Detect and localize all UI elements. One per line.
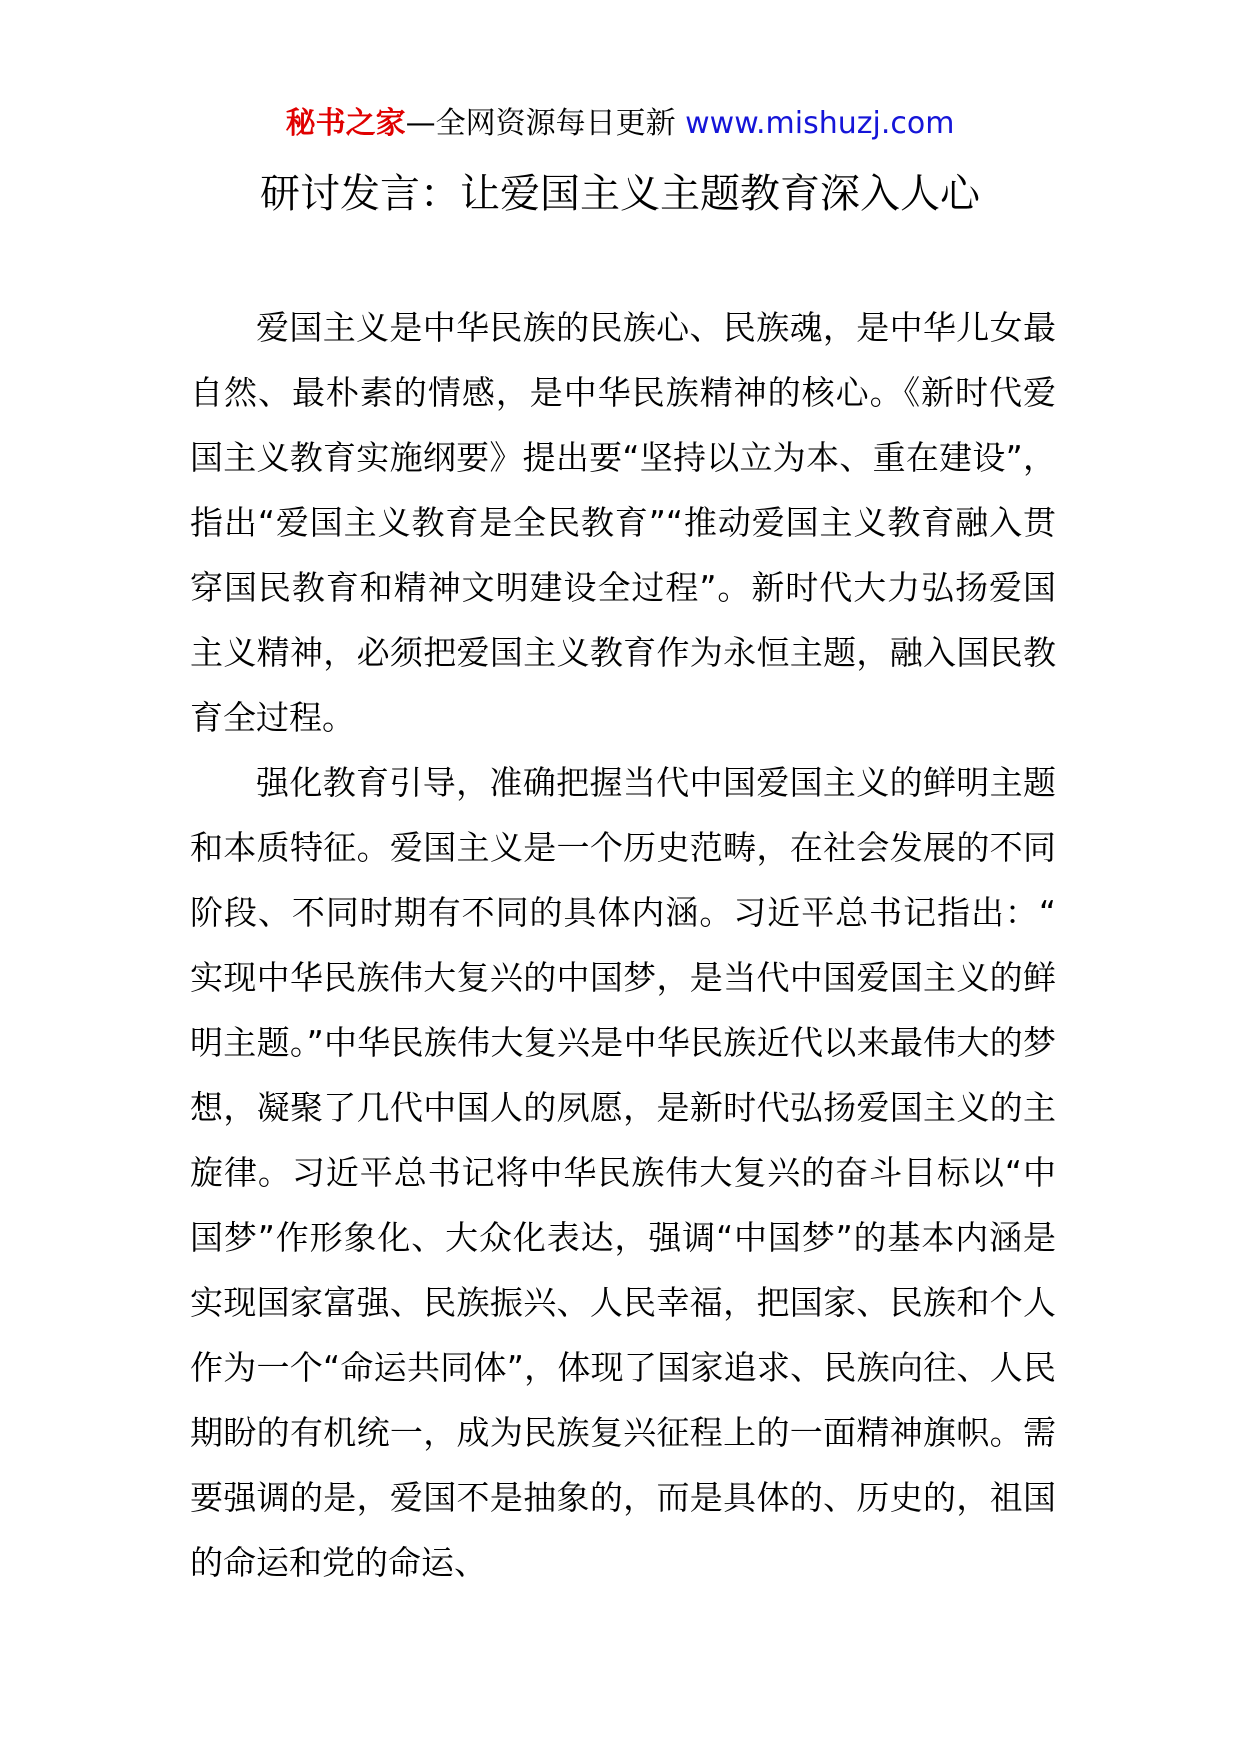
paragraph: 爱国主义是中华民族的民族心、民族魂，是中华儿女最自然、最朴素的情感，是中华民族精神的核心。《新时代爱国主义教育实施纲要》提出要“坚持以立为本、重在建设”，指出“爱国主义教育是全民教育”“推动爱国主义教育融入贯穿国民教育和精神文明建设全过程”。新时代大力弘扬爱国主义精神，必须把爱国主义教育作为永恒主题，融入国民教育全过程。: [190, 308, 1056, 737]
document-title: 研讨发言：让爱国主义主题教育深入人心: [260, 171, 980, 217]
site-url-link[interactable]: www.mishuzj.com: [685, 106, 955, 141]
site-slogan: —全网资源每日更新: [405, 106, 686, 141]
site-header: [0, 100, 1240, 148]
site-brand: 秘书之家: [285, 106, 406, 141]
document-body: [190, 295, 1056, 1595]
paragraph: 强化教育引导，准确把握当代中国爱国主义的鲜明主题和本质特征。爱国主义是一个历史范畴，在社会发展的不同阶段、不同时期有不同的具体内涵。习近平总书记指出：“实现中华民族伟大复兴的中国梦，是当代中国爱国主义的鲜明主题。”中华民族伟大复兴是中华民族近代以来最伟大的梦想，凝聚了几代中国人的夙愿，是新时代弘扬爱国主义的主旋律。习近平总书记将中华民族伟大复兴的奋斗目标以“中国梦”作形象化、大众化表达，强调“中国梦”的基本内涵是实现国家富强、民族振兴、人民幸福，把国家、民族和个人作为一个“命运共同体”，体现了国家追求、民族向往、人民期盼的有机统一，成为民族复兴征程上的一面精神旗帜。需要强调的是，爱国不是抽象的，而是具体的、历史的，祖国的命运和党的命运、: [190, 763, 1056, 1582]
